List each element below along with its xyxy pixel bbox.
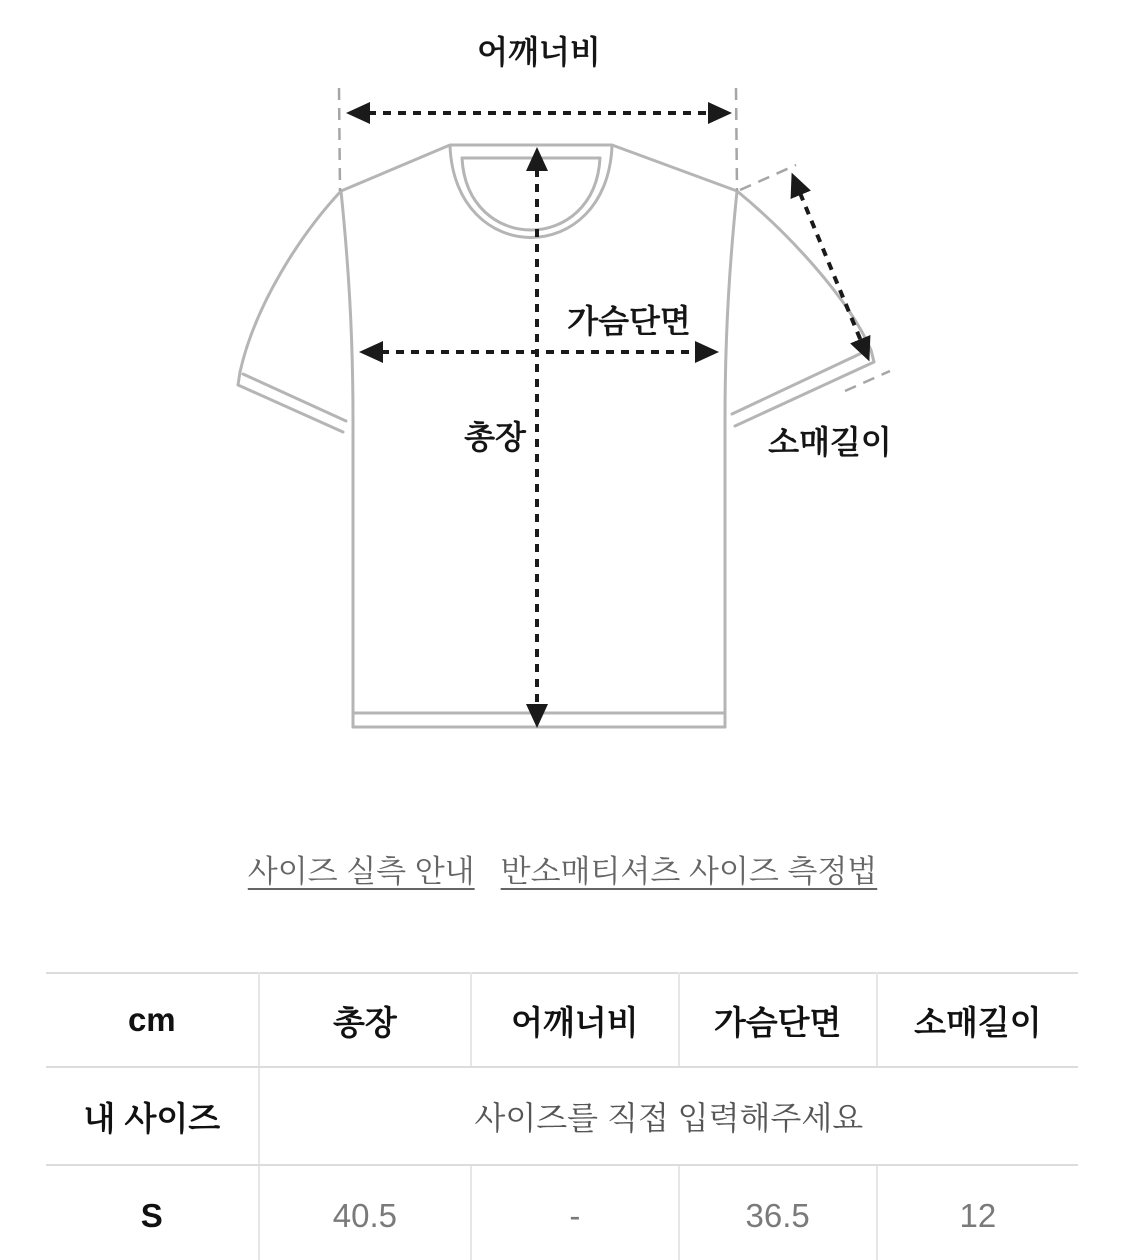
measurement-guide-lines	[339, 88, 890, 391]
tshirt-measure-method-link[interactable]: 반소매티셔츠 사이즈 측정법	[500, 854, 878, 889]
header-unit-cm: cm	[46, 973, 259, 1067]
header-chest-width: 가슴단면	[679, 973, 877, 1067]
right-cuff-stitch	[732, 351, 866, 414]
size-measurement-guide-link[interactable]: 사이즈 실측 안내	[247, 854, 475, 889]
total-length-label: 총장	[464, 419, 526, 455]
size-row-label: S	[46, 1165, 259, 1260]
sleeve-bottom-guide	[845, 371, 890, 391]
header-shoulder-width: 어깨너비	[471, 973, 678, 1067]
measurement-arrows	[368, 113, 861, 706]
my-size-label: 내 사이즈	[46, 1067, 259, 1165]
value-chest-width: 36.5	[679, 1165, 877, 1260]
value-total-length: 40.5	[259, 1165, 472, 1260]
sleeve-length-arrow	[800, 193, 861, 341]
size-row-s	[46, 1165, 1078, 1260]
header-total-length: 총장	[259, 973, 472, 1067]
value-shoulder-width: -	[471, 1165, 678, 1260]
body-left-edge	[341, 191, 353, 727]
right-sleeve-edge	[735, 191, 874, 426]
collar-outer-curve	[450, 146, 612, 238]
chest-width-label: 가슴단면	[567, 303, 691, 339]
size-table	[46, 972, 1078, 1260]
sleeve-length-label: 소매길이	[768, 424, 892, 460]
size-table-header-row	[46, 973, 1078, 1067]
left-cuff-stitch	[243, 374, 346, 421]
value-sleeve-length: 12	[959, 1196, 997, 1234]
shoulder-width-label: 어깨너비	[477, 34, 601, 70]
my-size-row	[46, 1067, 1078, 1165]
header-sleeve-length: 소매길이	[877, 973, 1078, 1067]
my-size-input-prompt[interactable]: 사이즈를 직접 입력해주세요	[259, 1067, 1078, 1165]
sleeve-top-guide	[740, 165, 796, 190]
left-shoulder-guide	[339, 88, 340, 191]
size-guide-links	[0, 846, 1125, 891]
body-right-edge	[725, 191, 737, 727]
right-shoulder-guide	[736, 88, 737, 191]
